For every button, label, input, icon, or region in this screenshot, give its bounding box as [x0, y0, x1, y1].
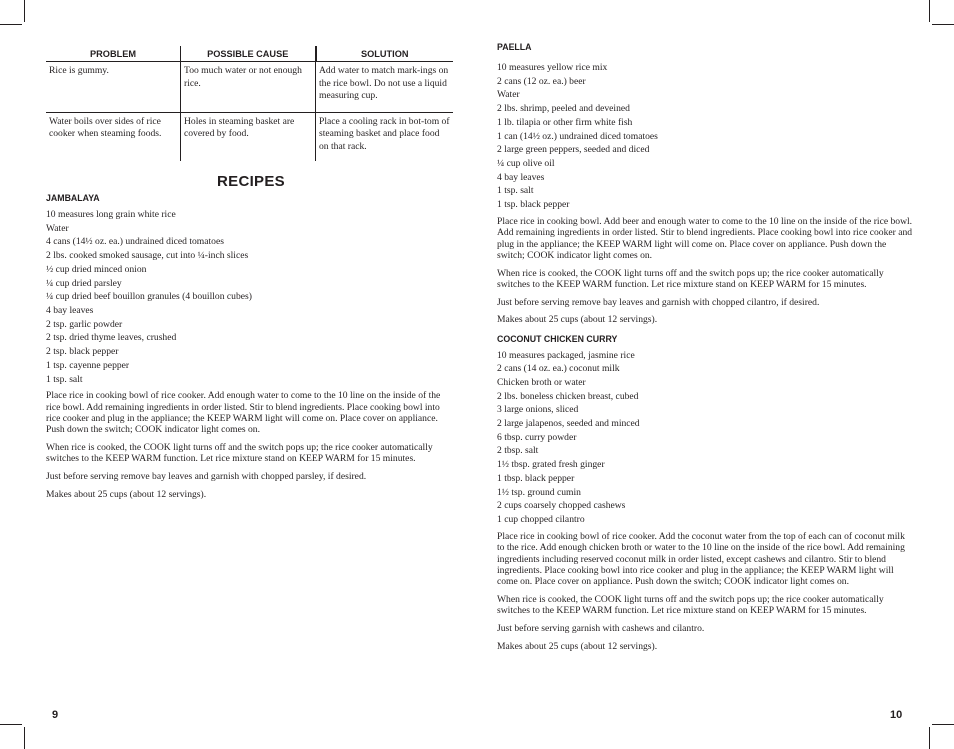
ingredient-list	[497, 349, 913, 527]
list-item: 2 cans (14 oz. ea.) coconut milk	[497, 363, 620, 375]
list-item: 1 cup chopped cilantro	[497, 513, 585, 525]
list-item: 2 tsp. black pepper	[46, 346, 119, 358]
list-item: 2 tsp. dried thyme leaves, crushed	[46, 332, 177, 344]
recipe-paella	[497, 42, 913, 326]
list-item: 2 tsp. garlic powder	[46, 318, 123, 330]
right-page	[497, 42, 913, 658]
instruction-paragraph: Place rice in cooking bowl. Add beer and enough water to come to the 10 line on the inside of the rice bowl. Add remaining ingredients in order listed. Stir to blend ingredients. Place cooking bowl into rice cooker and plug in the appliance; the KEEP WARM light will come on. Place cover on appliance. Push down the switch; COOK indicator light comes on.	[497, 215, 913, 261]
recipe-title: PAELLA	[497, 42, 532, 52]
cause-cell: Holes in steaming basket are covered by food.	[181, 113, 316, 161]
list-item: 10 measures long grain white rice	[46, 209, 176, 221]
ingredient-list	[46, 208, 456, 386]
list-item: 2 tbsp. salt	[497, 445, 539, 457]
crop-mark	[932, 24, 954, 25]
instruction-paragraph: Place rice in cooking bowl of rice cooker. Add the coconut water from the top of each can of coconut milk to the rice. Add enough chicken broth or water to the 10 line on the inside of the rice bowl. Add remaining ingredients including reserved coconut milk in order listed, except cashews and cilantro. Stir to blend ingredients. Place cooking bowl into rice cooker and plug in the appliance; the KEEP WARM light will come on. Place cover on appliance. Push down the switch; COOK indicator light comes on.	[497, 530, 905, 588]
crop-mark	[24, 727, 25, 749]
list-item: 2 large jalapenos, seeded and minced	[497, 418, 640, 430]
list-item: 2 lbs. shrimp, peeled and deveined	[497, 103, 630, 115]
crop-mark	[24, 0, 25, 22]
recipe-title: COCONUT CHICKEN CURRY	[497, 333, 618, 344]
yield-text: Makes about 25 cups (about 12 servings).	[497, 314, 658, 326]
header-problem: PROBLEM	[46, 46, 181, 62]
list-item: 3 large onions, sliced	[497, 404, 579, 416]
troubleshooting-table	[46, 46, 453, 161]
instruction-paragraph: Place rice in cooking bowl of rice cooker. Add enough water to come to the 10 line on the inside of the rice bowl. Add remaining ingredients in order listed. Stir to blend ingredients. Place cooking bowl into rice cooker and plug in the appliance; the KEEP WARM light will come on. Place cover on appliance. Push down the switch; COOK indicator light comes on.	[46, 390, 441, 436]
crop-mark	[932, 724, 954, 725]
recipe-title: JAMBALAYA	[46, 193, 100, 204]
instruction-paragraph: When rice is cooked, the COOK light turns off and the switch pops up; the rice cooker automatically switches to the KEEP WARM function. Let rice mixture stand on KEEP WARM for 15 minutes.	[46, 442, 433, 465]
list-item: 1 tsp. cayenne pepper	[46, 359, 130, 371]
list-item: 1½ tsp. ground cumin	[497, 486, 581, 498]
table-header-row	[46, 46, 453, 62]
page-number-left: 9	[52, 709, 59, 721]
recipes-heading: RECIPES	[217, 173, 285, 191]
list-item: 4 bay leaves	[46, 305, 94, 316]
list-item: ½ cup dried minced onion	[46, 263, 147, 275]
list-item: 4 cans (14½ oz. ea.) undrained diced tomatoes	[46, 236, 224, 248]
recipe-coconut-chicken-curry	[497, 334, 913, 652]
cause-cell: Too much water or not enough rice.	[181, 62, 316, 113]
header-solution: SOLUTION	[316, 46, 454, 62]
list-item: 2 cans (12 oz. ea.) beer	[497, 75, 586, 87]
list-item: 1 lb. tilapia or other firm white fish	[497, 116, 633, 128]
list-item: Chicken broth or water	[497, 376, 586, 388]
page-number-right: 10	[890, 709, 903, 721]
list-item: 6 tbsp. curry powder	[497, 431, 577, 443]
crop-mark	[929, 727, 930, 749]
list-item: 2 large green peppers, seeded and diced	[497, 144, 650, 156]
list-item: ¼ cup dried beef bouillon granules (4 bouillon cubes)	[46, 291, 252, 303]
list-item: 1 tsp. black pepper	[497, 199, 570, 211]
yield-text: Makes about 25 cups (about 12 servings).	[46, 488, 207, 500]
list-item: 1 tsp. salt	[46, 373, 83, 385]
list-item: 1 can (14½ oz.) undrained diced tomatoes	[497, 130, 658, 142]
list-item: 2 cups coarsely chopped cashews	[497, 500, 626, 512]
list-item: 10 measures packaged, jasmine rice	[497, 349, 635, 361]
list-item: ¼ cup dried parsley	[46, 277, 122, 289]
crop-mark	[0, 24, 22, 25]
list-item: 1½ tbsp. grated fresh ginger	[497, 459, 605, 471]
list-item: 4 bay leaves	[497, 171, 545, 183]
solution-cell: Place a cooling rack in bot-tom of steaming basket and place food on that rack.	[319, 116, 450, 152]
crop-mark	[929, 0, 930, 22]
list-item: Water	[46, 222, 69, 234]
header-possible-cause: POSSIBLE CAUSE	[181, 46, 316, 62]
instruction-paragraph: Just before serving garnish with cashews and cilantro.	[497, 622, 705, 634]
instruction-paragraph: Just before serving remove bay leaves and garnish with chopped cilantro, if desired.	[497, 296, 820, 308]
instruction-paragraph: When rice is cooked, the COOK light turns off and the switch pops up; the rice cooker automatically switches to the KEEP WARM function. Let rice mixture stand on KEEP WARM for 15 minutes.	[497, 267, 884, 290]
list-item: 1 tbsp. black pepper	[497, 472, 575, 484]
list-item: 1 tsp. salt	[497, 185, 534, 197]
list-item: ¼ cup olive oil	[497, 157, 555, 169]
list-item: 10 measures yellow rice mix	[497, 62, 608, 73]
solution-cell: Add water to match mark-ings on the rice bowl. Do not use a liquid measuring cup.	[316, 62, 454, 113]
instruction-paragraph: When rice is cooked, the COOK light turns off and the switch pops up; the rice cooker automatically switches to the KEEP WARM function. Let rice mixture stand on KEEP WARM for 15 minutes.	[497, 593, 884, 617]
ingredient-list	[497, 61, 913, 212]
problem-cell: Water boils over sides of rice cooker when steaming foods.	[49, 116, 162, 140]
left-page	[46, 46, 456, 506]
table-row	[46, 62, 453, 113]
yield-text: Makes about 25 cups (about 12 servings).	[497, 640, 658, 652]
list-item: 2 lbs. boneless chicken breast, cubed	[497, 390, 639, 402]
table-row	[46, 113, 453, 161]
problem-cell: Rice is gummy.	[46, 62, 181, 113]
list-item: Water	[497, 89, 520, 101]
list-item: 2 lbs. cooked smoked sausage, cut into ¼-inch slices	[46, 250, 249, 262]
instruction-paragraph: Just before serving remove bay leaves and garnish with chopped parsley, if desired.	[46, 471, 367, 483]
recipe-jambalaya	[46, 193, 456, 500]
crop-mark	[0, 724, 22, 725]
